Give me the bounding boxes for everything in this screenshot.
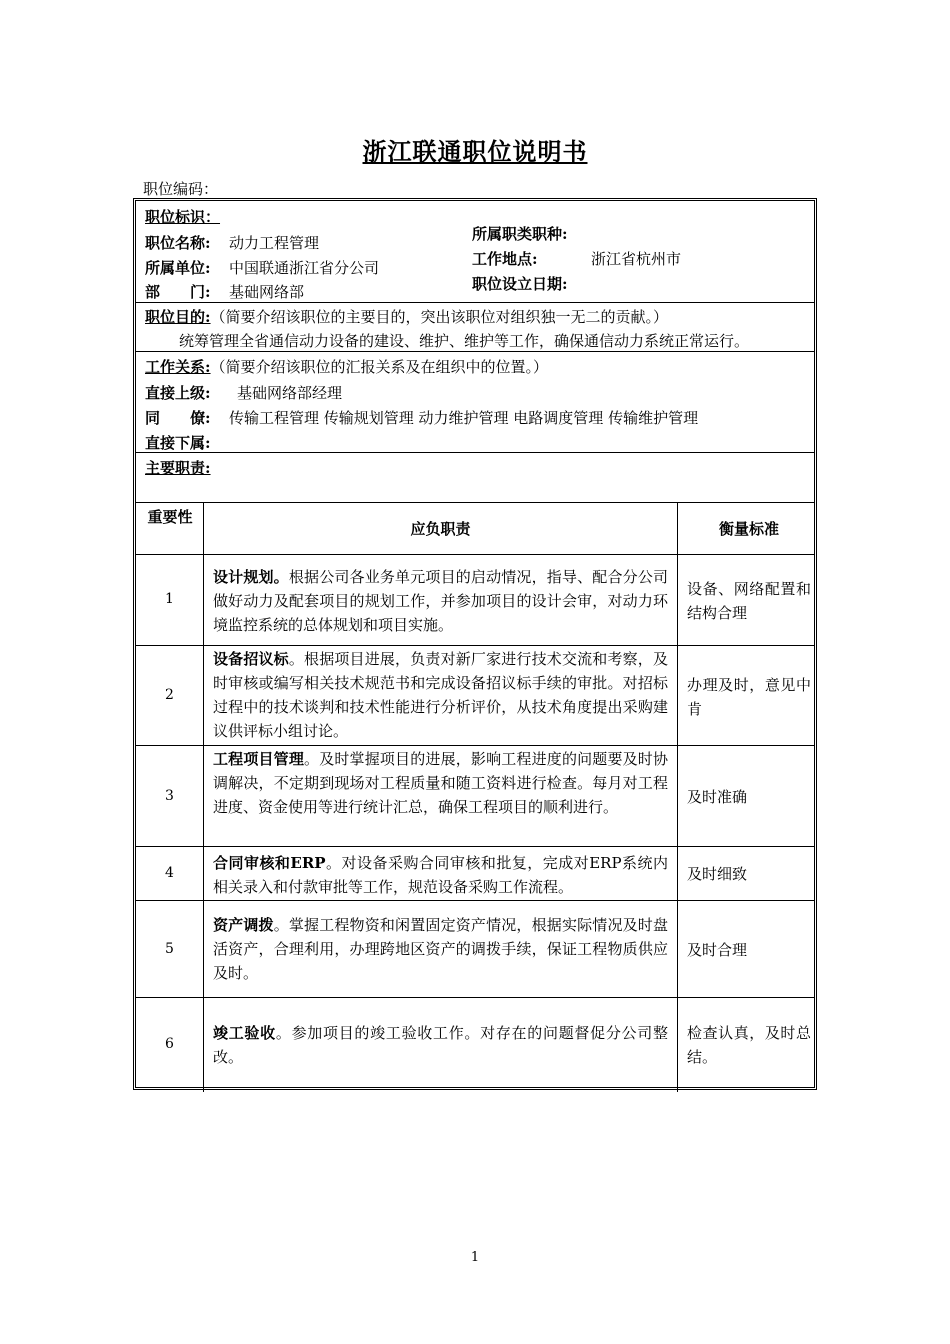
standard-text: 及时细致 — [687, 865, 748, 883]
department-label: 部 门: — [145, 283, 211, 301]
row-importance: 6 — [165, 1036, 174, 1052]
duty-body: 。根据项目进展，负责对新厂家进行技术交流和考察，及时审核或编写相关技术规范书和完成设备招议标手续的审批。对招标过程中的技术谈判和技术性能进行分析评价，从技术角度提出采购建议供评标小组讨论。 — [213, 650, 668, 740]
duty-body: 。及时掌握项目的进展，影响工程进度的问题要及时协调解决，不定期到现场对工程质量和随工资料进行检查。每月对工程进度、资金使用等进行统计汇总，确保工程项目的顺利进行。 — [213, 750, 668, 816]
peers-label: 同 僚: — [145, 409, 211, 427]
divider — [136, 846, 814, 847]
standard-text: 设备、网络配置和结构合理 — [687, 580, 811, 622]
position-name-label: 职位名称: — [145, 234, 211, 252]
superior-label: 直接上级: — [145, 384, 211, 402]
col-importance-header: 重要性 — [147, 508, 193, 526]
divider — [136, 554, 814, 555]
purpose-line — [145, 306, 668, 327]
col-duty-header: 应负职责 — [410, 520, 471, 538]
duty-title: 竣工验收 — [213, 1024, 276, 1042]
position-name-value: 动力工程管理 — [229, 234, 320, 252]
relations-header: 工作关系: — [145, 358, 211, 376]
unit-label: 所属单位: — [145, 259, 211, 277]
duty-title: 资产调拨 — [213, 916, 274, 934]
duty-title: 工程项目管理 — [213, 750, 305, 768]
duty-text — [213, 747, 668, 819]
identification-header: 职位标识： — [145, 208, 221, 226]
duty-text — [213, 565, 668, 637]
purpose-header: 职位目的: — [145, 308, 211, 326]
duty-body: 。参加项目的竣工验收工作。对存在的问题督促分公司整改。 — [213, 1024, 668, 1066]
column-divider — [677, 502, 678, 1092]
job-description-table — [133, 198, 817, 1090]
unit-value: 中国联通浙江省分公司 — [229, 259, 380, 277]
standard-text: 及时合理 — [687, 941, 748, 959]
duty-text — [213, 647, 668, 743]
superior-value: 基础网络部经理 — [237, 384, 343, 402]
establish-date-label: 职位设立日期: — [472, 275, 568, 293]
duty-body: 。对设备采购合同审核和批复，完成对ERP系统内相关录入和付款审批等工作，规范设备采购工作流程。 — [213, 854, 668, 896]
col-standard-header: 衡量标准 — [718, 520, 779, 538]
duty-text — [213, 1021, 668, 1069]
divider — [136, 745, 814, 746]
divider — [136, 900, 814, 901]
row-importance: 1 — [165, 591, 174, 607]
standard-text: 及时准确 — [687, 788, 748, 806]
department-value: 基础网络部 — [229, 283, 305, 301]
relations-line — [145, 356, 548, 377]
divider — [136, 997, 814, 998]
row-importance: 2 — [165, 687, 174, 703]
document-title: 浙江联通职位说明书 — [362, 137, 588, 166]
job-category-label: 所属职类职种: — [472, 225, 568, 243]
purpose-text: 统筹管理全省通信动力设备的建设、维护、维护等工作，确保通信动力系统正常运行。 — [179, 332, 750, 350]
row-importance: 5 — [165, 941, 174, 957]
position-code-label: 职位编码： — [143, 180, 219, 198]
peers-value: 传输工程管理 传输规划管理 动力维护管理 电路调度管理 传输维护管理 — [229, 409, 699, 427]
row-importance: 3 — [165, 788, 174, 804]
duty-text — [213, 851, 668, 899]
duty-title: 设备招议标 — [213, 650, 289, 668]
subordinate-label: 直接下属: — [145, 434, 211, 452]
row-importance: 4 — [165, 865, 174, 881]
duty-body: 。掌握工程物资和闲置固定资产情况，根据实际情况及时盘活资产，合理利用，办理跨地区资产的调拨手续，保证工程物质供应及时。 — [213, 916, 668, 982]
duty-body: 根据公司各业务单元项目的启动情况，指导、配合分公司做好动力及配套项目的规划工作，并参加项目的设计会审，对动力环境监控系统的总体规划和项目实施。 — [213, 568, 668, 634]
duty-text — [213, 913, 668, 985]
relations-hint: （简要介绍该职位的汇报关系及在组织中的位置。） — [210, 358, 549, 376]
standard-text: 办理及时，意见中肯 — [687, 676, 811, 718]
column-divider — [203, 502, 204, 1092]
divider — [136, 452, 814, 453]
divider — [136, 502, 814, 503]
page-number: 1 — [470, 1250, 480, 1265]
work-location-value: 浙江省杭州市 — [591, 250, 682, 268]
duties-header: 主要职责: — [145, 459, 211, 477]
standard-text: 检查认真，及时总结。 — [687, 1024, 811, 1066]
divider — [136, 351, 814, 352]
duty-title: 合同审核和ERP — [213, 854, 326, 872]
purpose-hint: （简要介绍该职位的主要目的，突出该职位对组织独一无二的贡献。） — [210, 308, 669, 326]
divider — [136, 302, 814, 303]
work-location-label: 工作地点: — [472, 250, 538, 268]
duty-title: 设计规划。 — [213, 568, 289, 586]
divider — [136, 645, 814, 646]
